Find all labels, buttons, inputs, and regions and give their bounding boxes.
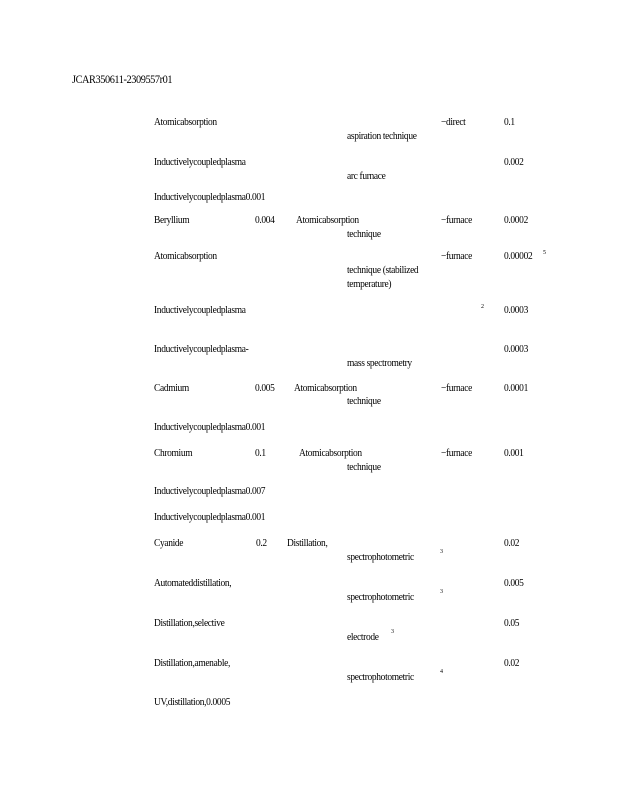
footnote-marker: 5 bbox=[543, 250, 546, 256]
method-label: Distillation,amenable, bbox=[154, 657, 230, 669]
method-continuation: mass spectrometry bbox=[347, 357, 412, 369]
contaminant-name: Cadmium bbox=[154, 382, 189, 394]
mcl-value: 0.2 bbox=[256, 537, 267, 549]
detection-limit-value: 0.1 bbox=[504, 116, 515, 128]
detection-limit-value: 0.0003 bbox=[504, 343, 528, 355]
method-continuation: electrode bbox=[347, 631, 379, 643]
method-continuation: temperature) bbox=[347, 278, 392, 290]
method-continuation: technique bbox=[347, 228, 381, 240]
method-label: Automateddistillation, bbox=[154, 577, 232, 589]
method-dash-label: −furnace bbox=[441, 250, 472, 262]
document-header-id: JCAR350611-2309557r01 bbox=[72, 72, 173, 86]
detection-limit-value: 0.0001 bbox=[504, 382, 528, 394]
method-continuation: spectrophotometric bbox=[347, 671, 414, 683]
method-label: Inductivelycoupledplasma0.001 bbox=[154, 191, 266, 203]
method-label: Atomicabsorption bbox=[154, 250, 217, 262]
detection-limit-value: 0.002 bbox=[504, 156, 524, 168]
method-dash-label: −furnace bbox=[441, 382, 472, 394]
detection-limit-value: 0.001 bbox=[504, 447, 524, 459]
method-label: Atomicabsorption bbox=[294, 382, 357, 394]
method-continuation: technique (stabilized bbox=[347, 264, 419, 276]
detection-limit-value: 0.05 bbox=[504, 617, 520, 629]
method-continuation: arc furnace bbox=[347, 170, 386, 182]
footnote-marker: 3 bbox=[391, 629, 394, 635]
mcl-value: 0.005 bbox=[255, 382, 275, 394]
method-label: Atomicabsorption bbox=[154, 116, 217, 128]
method-dash-label: −furnace bbox=[441, 447, 472, 459]
detection-limit-value: 0.005 bbox=[504, 577, 524, 589]
method-label: Inductivelycoupledplasma0.001 bbox=[154, 511, 266, 523]
method-label: Atomicabsorption bbox=[296, 214, 359, 226]
mcl-value: 0.1 bbox=[255, 447, 266, 459]
detection-limit-value: 0.00002 bbox=[504, 250, 533, 262]
method-label: Distillation,selective bbox=[154, 617, 225, 629]
method-label: Inductivelycoupledplasma- bbox=[154, 343, 249, 355]
method-label: Inductivelycoupledplasma0.001 bbox=[154, 421, 266, 433]
contaminant-name: Cyanide bbox=[154, 537, 184, 549]
method-label: Distillation, bbox=[287, 537, 328, 549]
contaminant-name: Chromium bbox=[154, 447, 193, 459]
method-label: Inductivelycoupledplasma bbox=[154, 304, 246, 316]
method-dash-label: −furnace bbox=[441, 214, 472, 226]
footnote-marker: 4 bbox=[440, 669, 443, 675]
detection-limit-value: 0.02 bbox=[504, 657, 520, 669]
contaminant-name: Beryllium bbox=[154, 214, 190, 226]
method-label: Inductivelycoupledplasma bbox=[154, 156, 246, 168]
footnote-marker: 2 bbox=[481, 304, 484, 310]
method-continuation: aspiration technique bbox=[347, 130, 417, 142]
mcl-value: 0.004 bbox=[255, 214, 275, 226]
method-continuation: technique bbox=[347, 395, 381, 407]
method-label: Inductivelycoupledplasma0.007 bbox=[154, 485, 266, 497]
detection-limit-value: 0.0002 bbox=[504, 214, 528, 226]
detection-limit-value: 0.02 bbox=[504, 537, 520, 549]
footnote-marker: 3 bbox=[440, 589, 443, 595]
footnote-marker: 3 bbox=[440, 549, 443, 555]
detection-limit-value: 0.0003 bbox=[504, 304, 528, 316]
method-label: Atomicabsorption bbox=[299, 447, 362, 459]
method-continuation: spectrophotometric bbox=[347, 551, 414, 563]
method-continuation: technique bbox=[347, 461, 381, 473]
method-continuation: spectrophotometric bbox=[347, 591, 414, 603]
method-label: UV,distillation,0.0005 bbox=[154, 696, 231, 708]
method-dash-label: −direct bbox=[441, 116, 466, 128]
